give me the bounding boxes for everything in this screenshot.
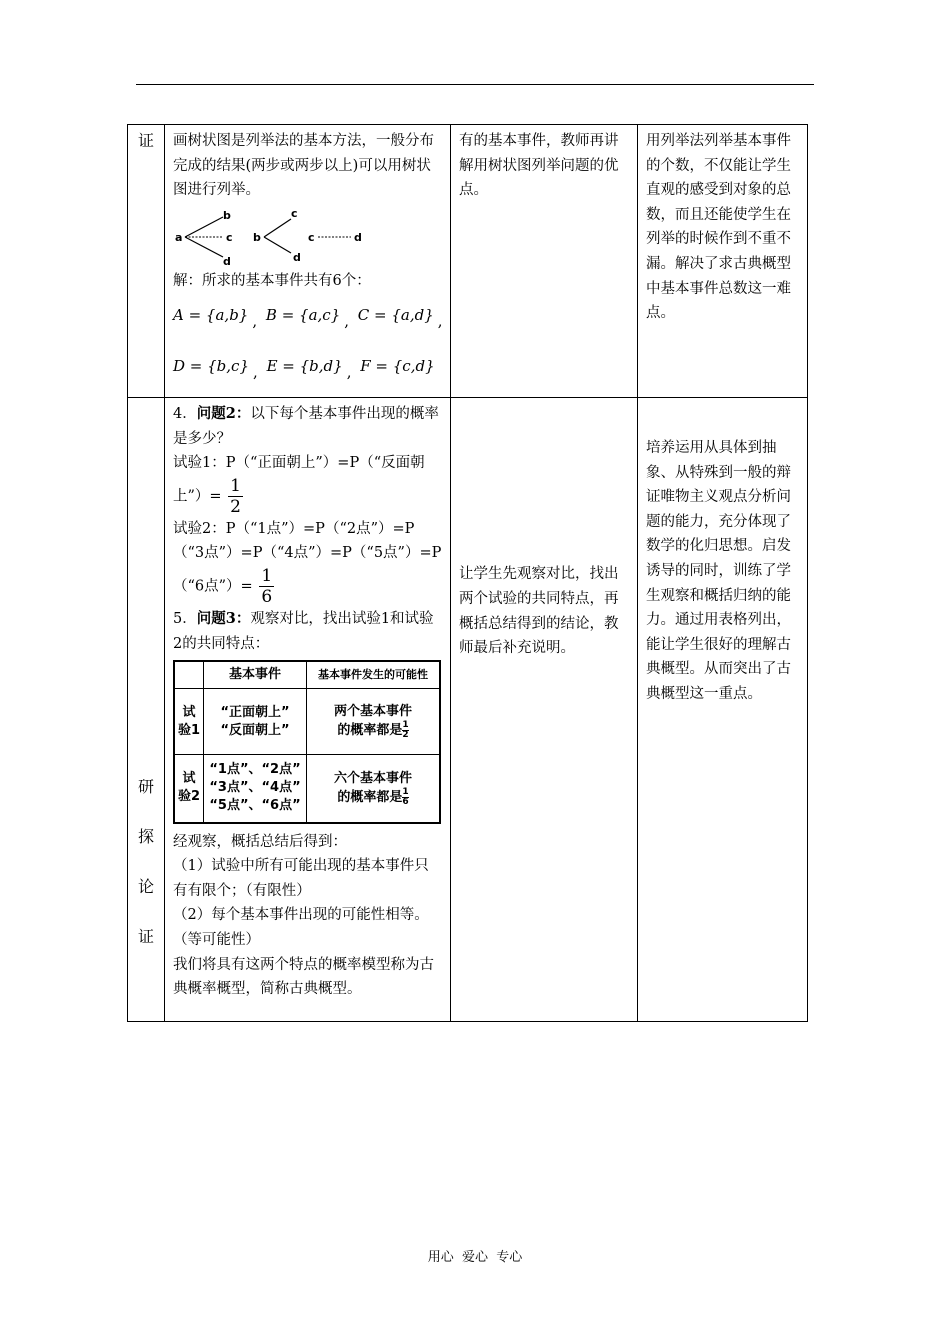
trial-possibility [307, 755, 441, 823]
design-intent-cell [638, 398, 808, 1022]
fraction-numerator: 1 [402, 720, 409, 731]
tree2-leaf-d: d [293, 250, 301, 264]
tree-intro: 画树状图是列举法的基本方法，一般分布完成的结果(两步或两步以上)可以用树状图进行列举。 [173, 133, 434, 199]
possibility-text: 的概率都是 [337, 723, 403, 739]
header-events: 基本事件 [204, 661, 307, 689]
question-title: 问题3： [196, 609, 251, 627]
design-intent-cell [638, 125, 808, 398]
stage-label-char: 探 [137, 827, 154, 846]
comma: , [344, 312, 350, 331]
tree-diagram [173, 207, 373, 267]
design-intent-text: 用列举法列举基本事件的个数，不仅能让学生直观的感受到对象的总数，而且还能使学生在列举的时候作到不重不漏。解决了求古典概型中基本事件总数这一难点。 [646, 133, 791, 322]
trial-1 [173, 451, 442, 517]
fraction-numerator: 1 [402, 786, 409, 797]
summary-intro: 经观察，概括总结后得到： [173, 833, 347, 850]
event-name: “3点”、“4点” [209, 780, 301, 796]
fraction-denominator: 2 [402, 730, 409, 741]
event-d: D = {b,c} [173, 356, 249, 375]
fraction-numerator: 1 [230, 475, 241, 496]
event-name: “正面朝上” [220, 704, 290, 720]
comparison-table [173, 660, 441, 824]
fraction-denominator: 6 [261, 586, 273, 607]
question-number: 4． [173, 406, 197, 422]
tree2-branch-d [264, 237, 291, 253]
solution-intro: 解：所求的基本事件共有6个： [173, 272, 371, 289]
fraction-denominator: 6 [402, 796, 409, 807]
event-c: C = {a,d} [357, 306, 434, 325]
header-rule [136, 84, 814, 85]
content-cell [165, 125, 451, 398]
trial-possibility [307, 689, 441, 755]
table-row [128, 398, 808, 1022]
design-intent-text: 培养运用从具体到抽象、从特殊到一般的辩证唯物主义观点分析问题的能力，充分体现了数学的化归思想。启发诱导的同时，训练了学生观察和概括归纳的能力。通过用表格列出，能让学生很好的理解古典概型。从而突出了古典概型这一重点。 [646, 440, 791, 702]
events-line-1 [173, 303, 443, 331]
stage-label-char: 论 [137, 877, 154, 896]
fraction [402, 788, 408, 807]
event-b: B = {a,c} [265, 306, 341, 325]
tree3-root-label: c [308, 230, 315, 244]
lesson-table [127, 124, 808, 1022]
table-row [174, 689, 440, 755]
content-cell [165, 398, 451, 1022]
teacher-activity-text: 有的基本事件，教师再讲解用树状图列举问题的优点。 [459, 133, 619, 199]
fraction [259, 566, 274, 607]
stage-label: 证 [137, 131, 154, 150]
event-name: “反面朝上” [220, 722, 290, 738]
stage-label-cell [128, 125, 165, 398]
stage-label-cell [128, 398, 165, 1022]
trial-label: 试验1 [174, 689, 204, 755]
possibility-text: 六个基本事件 [333, 770, 412, 786]
event-f: F = {c,d} [360, 356, 435, 375]
tree1-leaf-d: d [223, 254, 231, 267]
tree1-branch-d [185, 237, 223, 257]
comma: , [437, 312, 443, 331]
tree1-leaf-b: b [223, 208, 231, 222]
table-row [174, 661, 440, 689]
tree1-leaf-c: c [226, 230, 233, 244]
fraction-numerator: 1 [261, 565, 273, 586]
table-row [174, 755, 440, 823]
possibility-text-2 [309, 788, 437, 807]
comma: , [253, 362, 258, 381]
trial-events [204, 689, 307, 755]
trial-1-text: 试验1：P（“正面朝上”）=P（“反面朝上”）= [173, 455, 425, 505]
possibility-text: 的概率都是 [337, 789, 403, 805]
question-title: 问题2： [196, 405, 251, 422]
fraction [228, 476, 243, 517]
question-text: 观察对比，找出试验1和试验2的共同特点： [173, 610, 434, 652]
question-number: 5． [173, 610, 197, 627]
question-3 [173, 607, 442, 656]
comma: , [252, 312, 258, 331]
tree1-root-label: a [175, 230, 183, 244]
summary-point-1: （1）试验中所有可能出现的基本事件只有有限个；（有限性） [173, 858, 429, 899]
event-a: A = {a,b} [173, 306, 249, 325]
trial-events [204, 755, 307, 823]
teacher-activity-text: 让学生先观察对比，找出两个试验的共同特点，再概括总结得到的结论，教师最后补充说明。 [459, 566, 619, 657]
question-text: 以下每个基本事件出现的概率是多少？ [173, 406, 439, 447]
header-empty [174, 661, 204, 689]
tree2-leaf-c: c [291, 206, 298, 220]
fraction-denominator: 2 [230, 496, 241, 517]
tree1-branch-b [185, 217, 223, 237]
teacher-activity-cell [451, 398, 638, 1022]
teacher-activity-cell [451, 125, 638, 398]
table-row [128, 125, 808, 398]
trial-label: 试验2 [174, 755, 204, 823]
summary-point-2: （2）每个基本事件出现的可能性相等。（等可能性） [173, 907, 429, 949]
trial-2 [173, 517, 442, 607]
tree2-branch-c [264, 219, 291, 237]
stage-label-char: 证 [137, 927, 154, 946]
comma: , [346, 362, 352, 381]
events-line-2 [173, 354, 442, 379]
trial-2-text: 试验2：P（“1点”）=P（“2点”）=P（“3点”）=P（“4点”）=P（“5点”）=P（“6点”）= [173, 520, 442, 595]
fraction [402, 721, 408, 740]
stage-label-char: 研 [137, 777, 154, 796]
possibility-text-2 [309, 721, 437, 740]
event-e: E = {b,d} [266, 356, 343, 375]
event-name: “5点”、“6点” [209, 798, 301, 814]
possibility-text: 两个基本事件 [333, 704, 412, 720]
header-possibility: 基本事件发生的可能性 [307, 661, 441, 689]
event-name: “1点”、“2点” [209, 762, 301, 778]
tree2-root-label: b [253, 230, 261, 244]
summary-conclusion: 我们将具有这两个特点的概率模型称为古典概率概型，简称古典概型。 [173, 956, 434, 998]
question-2 [173, 402, 442, 451]
tree3-leaf-d: d [354, 230, 362, 244]
page-footer: 用心 爱心 专心 [427, 1250, 523, 1265]
